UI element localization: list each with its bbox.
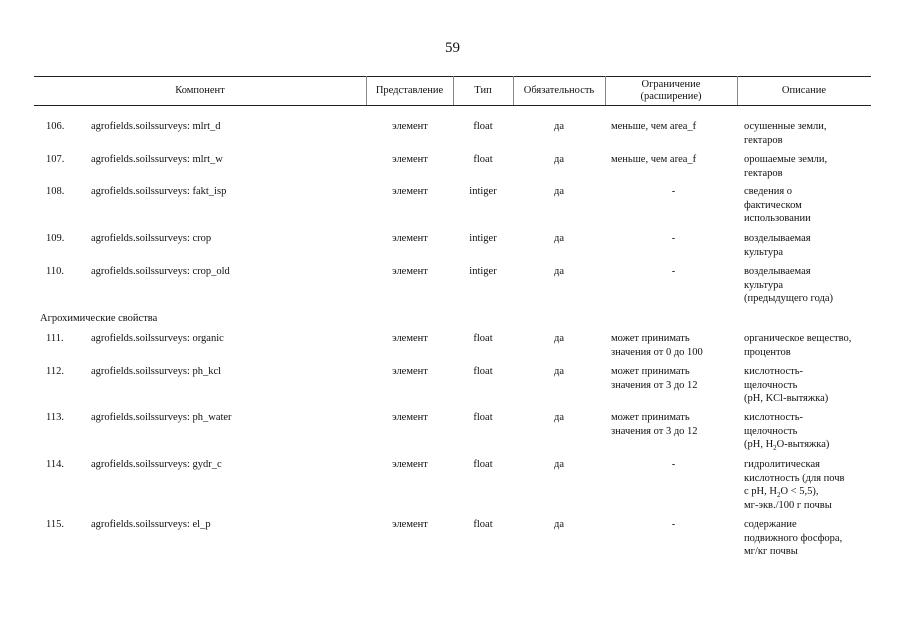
header-required: Обязательность — [523, 85, 595, 96]
row-type: float — [473, 459, 493, 470]
row-type: float — [473, 412, 493, 423]
subscript: 2 — [776, 491, 781, 500]
section-title: Агрохимические свойства — [40, 313, 158, 324]
row-representation: элемент — [392, 233, 428, 244]
row-description: орошаемые земли, гектаров — [744, 154, 828, 179]
row-type: float — [473, 154, 493, 165]
row-component: agrofields.soilssurveys: crop — [91, 233, 212, 244]
row-number: 108. — [46, 186, 65, 197]
row-number: 115. — [46, 519, 64, 530]
description-line: кислотность (для почв — [744, 472, 845, 484]
row-type: float — [473, 333, 493, 344]
row-representation: элемент — [392, 412, 428, 423]
row-required: да — [553, 266, 564, 277]
description-text: (pH, H — [744, 439, 774, 450]
table-header-rule — [34, 105, 871, 106]
row-description: кислотность- щелочность (pH, KCl-вытяжка) — [744, 366, 829, 404]
row-representation: элемент — [392, 154, 428, 165]
header-limit: Ограничение (расширение) — [640, 79, 702, 102]
row-representation: элемент — [392, 366, 428, 377]
row-type: intiger — [469, 233, 497, 244]
row-description: сведения о фактическом использовании — [744, 186, 811, 224]
row-required: да — [553, 519, 564, 530]
row-component: agrofields.soilssurveys: mlrt_w — [91, 154, 223, 165]
row-required: да — [553, 154, 564, 165]
description-line: кислотность- — [744, 412, 803, 423]
row-number: 110. — [46, 266, 64, 277]
description-line — [744, 485, 874, 499]
row-type: float — [473, 121, 493, 132]
row-representation: элемент — [392, 266, 428, 277]
description-line — [744, 438, 874, 452]
row-required: да — [553, 333, 564, 344]
row-required: да — [553, 412, 564, 423]
description-text: O < 5,5), — [780, 486, 819, 497]
row-number: 109. — [46, 233, 65, 244]
row-limit: - — [671, 266, 676, 277]
row-component: agrofields.soilssurveys: ph_kcl — [91, 366, 222, 377]
row-component: agrofields.soilssurveys: mlrt_d — [91, 121, 221, 132]
row-number: 113. — [46, 412, 64, 423]
row-number: 114. — [46, 459, 64, 470]
row-component: agrofields.soilssurveys: fakt_isp — [91, 186, 227, 197]
page-number: 59 — [445, 40, 460, 56]
row-representation: элемент — [392, 333, 428, 344]
header-component: Компонент — [175, 85, 225, 96]
description-line: гидролитическая — [744, 459, 820, 470]
description-line: мг-экв./100 г почвы — [744, 499, 832, 511]
row-type: float — [473, 519, 493, 530]
row-component: agrofields.soilssurveys: organic — [91, 333, 224, 344]
row-number: 107. — [46, 154, 65, 165]
row-description — [744, 458, 874, 512]
row-representation: элемент — [392, 186, 428, 197]
row-limit: меньше, чем area_f — [611, 121, 697, 132]
row-type: float — [473, 366, 493, 377]
row-number: 106. — [46, 121, 65, 132]
row-description — [744, 411, 874, 452]
description-text: O-вытяжка) — [776, 439, 830, 450]
row-representation: элемент — [392, 121, 428, 132]
row-component: agrofields.soilssurveys: crop_old — [91, 266, 230, 277]
description-text: с pH, H — [744, 486, 777, 497]
row-component: agrofields.soilssurveys: gydr_c — [91, 459, 222, 470]
subscript: 2 — [773, 444, 777, 453]
row-limit: может принимать значения от 3 до 12 — [611, 366, 698, 391]
row-component: agrofields.soilssurveys: el_p — [91, 519, 211, 530]
row-type: intiger — [469, 186, 497, 197]
row-description: органическое вещество, процентов — [744, 333, 852, 358]
row-required: да — [553, 366, 564, 377]
row-representation: элемент — [392, 519, 428, 530]
header-type: Тип — [474, 85, 492, 96]
row-description: возделываемая культура — [744, 233, 811, 258]
row-description: содержание подвижного фосфора, мг/кг почвы — [744, 519, 843, 557]
row-limit: - — [671, 186, 676, 197]
row-description: осушенные земли, гектаров — [744, 121, 827, 146]
row-limit: может принимать значения от 3 до 12 — [611, 412, 698, 437]
row-required: да — [553, 186, 564, 197]
header-representation: Представление — [375, 85, 444, 96]
row-limit: - — [671, 459, 676, 470]
row-required: да — [553, 233, 564, 244]
row-number: 112. — [46, 366, 64, 377]
row-required: да — [553, 459, 564, 470]
description-line: щелочность — [744, 425, 798, 437]
row-type: intiger — [469, 266, 497, 277]
header-description: Описание — [781, 85, 827, 96]
row-limit: - — [671, 233, 676, 244]
row-description: возделываемая культура (предыдущего года) — [744, 266, 834, 304]
row-limit: - — [671, 519, 676, 530]
row-required: да — [553, 121, 564, 132]
row-limit: меньше, чем area_f — [611, 154, 697, 165]
row-limit: может принимать значения от 0 до 100 — [611, 333, 703, 358]
row-number: 111. — [46, 333, 64, 344]
row-component: agrofields.soilssurveys: ph_water — [91, 412, 232, 423]
row-representation: элемент — [392, 459, 428, 470]
